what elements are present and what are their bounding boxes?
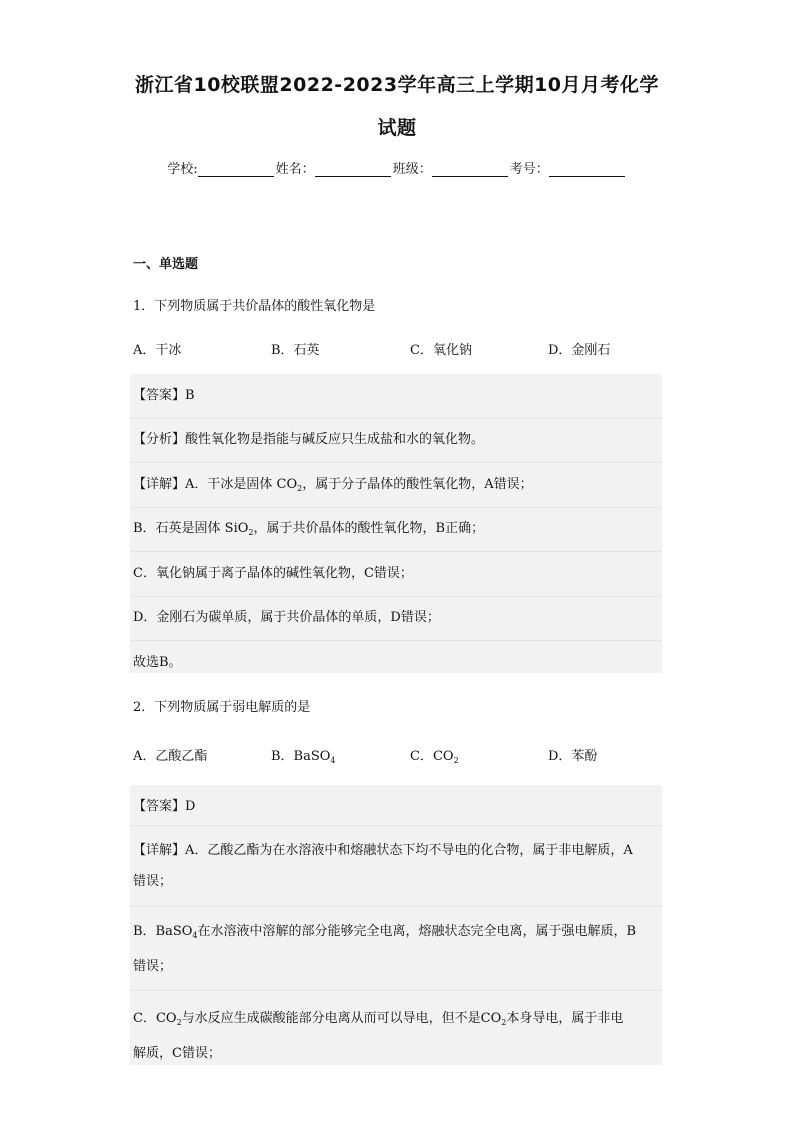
q1-conclusion: 故选B。 — [133, 655, 182, 670]
q1-option-c: C．氧化钠 — [410, 343, 472, 358]
school-field[interactable] — [198, 162, 274, 177]
exam-title-line1: 浙江省10校联盟2022-2023学年高三上学期10月月考化学 — [134, 74, 660, 96]
class-field[interactable] — [432, 162, 508, 177]
name-field[interactable] — [315, 162, 391, 177]
name-label: 姓名： — [275, 162, 315, 177]
id-field[interactable] — [549, 162, 625, 177]
q1-analysis: 【分析】酸性氧化物是指能与碱反应只生成盐和水的氧化物。 — [133, 432, 485, 447]
q2-option-d: D．苯酚 — [548, 749, 598, 764]
exam-title-line2: 试题 — [377, 117, 417, 139]
q1-detail-b: B．石英是固体 SiO$_2$，属于共价晶体的酸性氧化物，B正确； — [133, 521, 485, 537]
id-label: 考号： — [509, 162, 549, 177]
q2-detail-c-line2: 解质，C错误； — [133, 1046, 221, 1061]
q1-option-b: B．石英 — [271, 343, 320, 358]
q1-detail-a: 【详解】A．干冰是固体 $CO_2$，属于分子晶体的酸性氧化物，A错误； — [133, 477, 533, 493]
q2-option-a: A．乙酸乙酯 — [133, 749, 208, 764]
q2-detail-b-line1: B．BaSO$_4$在水溶液中溶解的部分能够完全电离，熔融状态完全电离，属于强电解质，B — [133, 924, 637, 940]
q2-detail-a-line2: 错误； — [133, 874, 173, 889]
q1-option-d: D．金刚石 — [548, 343, 611, 358]
q2-option-b: B．BaSO$_4$ — [271, 749, 336, 765]
q2-option-c: C．$CO_2$ — [410, 749, 459, 765]
q1-option-a: A．干冰 — [133, 343, 182, 358]
school-label: 学校: — [167, 162, 198, 177]
q1-detail-c: C．氧化钠属于离子晶体的碱性氧化物，C错误； — [133, 566, 413, 581]
q1-detail-d: D．金刚石为碳单质，属于共价晶体的单质，D错误； — [133, 610, 440, 625]
student-info-row — [0, 158, 794, 177]
section-heading: 一、单选题 — [133, 257, 199, 272]
q2-detail-a-line1: 【详解】A．乙酸乙酯为在水溶液中和熔融状态下均不导电的化合物，属于非电解质，A — [133, 843, 633, 858]
q1-stem: 1．下列物质属于共价晶体的酸性氧化物是 — [133, 299, 376, 314]
class-label: 班级： — [392, 162, 432, 177]
q1-answer: 【答案】B — [133, 388, 195, 403]
q2-stem: 2．下列物质属于弱电解质的是 — [133, 700, 311, 715]
q2-detail-b-line2: 错误； — [133, 959, 173, 974]
q2-detail-c-line1: C．$CO_2$与水反应生成碳酸能部分电离从而可以导电，但不是$CO_2$本身导电，属于非电 — [133, 1011, 624, 1027]
q2-answer: 【答案】D — [133, 799, 196, 814]
